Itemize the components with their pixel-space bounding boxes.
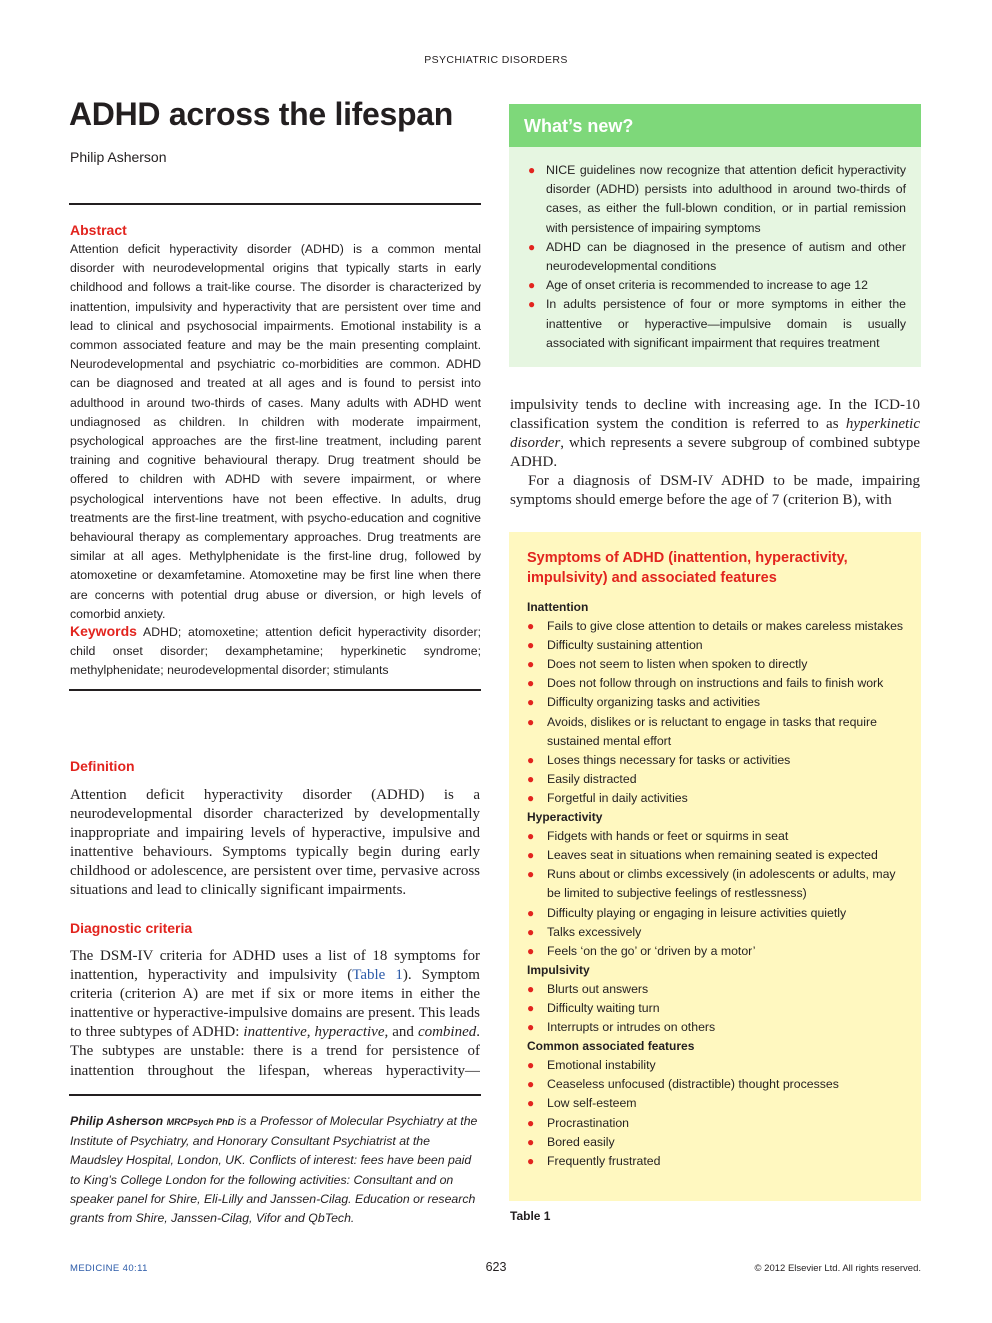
keywords-text: ADHD; atomoxetine; attention deficit hyperactivity disorder; child onset disorder; dexamphetamine; hyperkinetic syndrome; methylphenidate; neurodevelopmental disorder; stimulants <box>70 625 481 678</box>
list-item: ● In adults persistence of four or more symptoms in either the inattentive or hyperactive—impulsive domain is usually associated with significant impairment that requires treatment <box>528 297 906 350</box>
list-item: ● Feels ‘on the go’ or ‘driven by a motor’ <box>527 942 912 961</box>
bullet-icon: ● <box>527 943 535 958</box>
footer-journal: MEDICINE 40:11 <box>70 1263 148 1274</box>
diagnostic-heading: Diagnostic criteria <box>70 920 193 936</box>
definition-heading: Definition <box>70 758 135 774</box>
bullet-icon: ● <box>528 297 536 312</box>
divider <box>69 1094 481 1096</box>
bullet-icon: ● <box>527 676 535 691</box>
footer-page-number: 623 <box>485 1260 507 1274</box>
list-item: ● Procrastination <box>527 1114 912 1133</box>
keywords <box>70 622 481 681</box>
bullet-icon: ● <box>527 714 535 729</box>
article-author: Philip Asherson <box>70 149 167 165</box>
bio-credentials: MRCPsych PhD <box>166 1117 235 1127</box>
bullet-icon: ● <box>528 278 536 293</box>
bullet-icon: ● <box>527 790 535 805</box>
diagnostic-text-col2: impulsivity tends to decline with increasing age. In the ICD-10 classification system the condition is referred to as hyperkinetic disorder, which represents a severe subgroup of combined subtype ADHD. For a diagnosis of DSM-IV ADHD to be made, impairing symptoms should emerge before the age of 7 (criterion B), with <box>510 396 920 530</box>
table-1-title: Symptoms of ADHD (inattention, hyperactivity, impulsivity) and associated features <box>527 550 848 586</box>
category-heading: Hyperactivity <box>527 810 603 825</box>
list-item: ● Age of onset criteria is recommended to increase to age 12 <box>528 276 906 295</box>
list-item: ● Bored easily <box>527 1133 912 1152</box>
keywords-label: Keywords <box>70 623 137 639</box>
table-1-label: Table 1 <box>510 1209 551 1223</box>
table-1-content <box>527 598 912 1171</box>
table-1-link[interactable]: Table 1 <box>352 967 403 984</box>
category-heading: Common associated features <box>527 1039 695 1054</box>
bullet-icon: ● <box>527 867 535 882</box>
abstract-heading: Abstract <box>70 222 127 238</box>
list-item: ● Difficulty waiting turn <box>527 999 912 1018</box>
category-heading: Impulsivity <box>527 962 590 977</box>
list-item: ● Low self-esteem <box>527 1094 912 1113</box>
bullet-icon: ● <box>527 1000 535 1015</box>
list-item: ● Loses things necessary for tasks or activities <box>527 751 912 770</box>
list-item: ● Emotional instability <box>527 1056 912 1075</box>
list-item: ● Avoids, dislikes or is reluctant to engage in tasks that require sustained mental effort <box>527 714 877 748</box>
bullet-icon: ● <box>527 1134 535 1149</box>
list-item: ● Ceaseless unfocused (distractible) thought processes <box>527 1075 912 1094</box>
whats-new-list <box>528 161 906 353</box>
bullet-icon: ● <box>527 619 535 634</box>
author-bio <box>70 1112 481 1228</box>
bio-text: is a Professor of Molecular Psychiatry at the Institute of Psychiatry, and Honorary Consultant Psychiatrist at the Maudsley Hospital, London, UK. Conflicts of interest: fees have been paid to King’s College London for the following activities: Consultant and on speaker panel for Shire, Eli-Lilly and Janssen-Cilag. Education or research grants from Shire, Janssen-Cilag, Vifor and QbTech. <box>70 1114 478 1226</box>
list-item: ● Blurts out answers <box>527 980 912 999</box>
diagnostic-text-col1: The DSM-IV criteria for ADHD uses a list of 18 symptoms for inattention, hyperactivity and impulsivity (Table 1). Symptom criteria (criterion A) are met if six or more items in either the inattentive or hyperactive-impulsive domains are present. This leads to three subtypes of ADHD: inattentive, hyperactive, and combined. The subtypes are unstable: there is a trend for persistence of inattention throughout the lifespan, whereas hyperactivity— <box>70 948 480 1079</box>
list-item: ● Talks excessively <box>527 923 912 942</box>
bullet-icon: ● <box>527 848 535 863</box>
bullet-icon: ● <box>527 1096 535 1111</box>
bullet-icon: ● <box>527 638 535 653</box>
divider <box>69 689 481 691</box>
list-item: ● Frequently frustrated <box>527 1152 912 1171</box>
article-title: ADHD across the lifespan <box>69 96 454 132</box>
diagnostic-paragraph-2: For a diagnosis of DSM-IV ADHD to be made, impairing symptoms should emerge before the age of 7 (criterion B), with <box>510 473 920 509</box>
bullet-icon: ● <box>527 1020 535 1035</box>
abstract-text: Attention deficit hyperactivity disorder (ADHD) is a common mental disorder with neurodevelopmental origins that typically starts in early childhood and follows a trait-like course. The disorder is characterized by inattention, impulsivity and hyperactivity that are persistent over time and lead to clinical and psychosocial impairments. Emotional instability is a common associated feature and may be the main presenting complaint. Neurodevelopmental and psychiatric co-morbidities are common. ADHD can be diagnosed and treated at all ages and is found to persist into adulthood in around two-thirds of cases. Many adults with ADHD went undiagnosed as children. In children with moderate impairment, psychological approaches are the first-line treatment, including parent training and cognitive behavioural therapy. Drug treatment should be offered to children with ADHD with severe impairment, or where psychological interventions have not been effective. In adults, drug treatments are the first-line treatment, with psycho-education and cognitive behavioural therapy as complementary approaches. Drug treatments are similar at all ages. Methylphenidate is the first-line drug, followed by atomoxetine or dexamfetamine. Atomoxetine may be first line when there are concerns with potential drug abuse or diversion, or high levels of comorbid anxiety. <box>70 242 481 621</box>
bullet-icon: ● <box>527 905 535 920</box>
list-item: ● Forgetful in daily activities <box>527 789 912 808</box>
definition-text: Attention deficit hyperactivity disorder (ADHD) is a neurodevelopmental disorder characterized by developmentally inappropriate and impairing levels of hyperactive, impulsive and inattentive behaviours. Symptoms typically begin during early childhood or adolescence, are persistent over time, pervasive across situations and lead to clinically significant impairments. <box>70 787 480 899</box>
list-item: ● Difficulty organizing tasks and activities <box>527 693 912 712</box>
bullet-icon: ● <box>527 981 535 996</box>
bullet-icon: ● <box>527 829 535 844</box>
bullet-icon: ● <box>528 239 536 254</box>
bullet-icon: ● <box>527 924 535 939</box>
list-item: ● Easily distracted <box>527 770 912 789</box>
bullet-icon: ● <box>527 695 535 710</box>
list-item: ● Leaves seat in situations when remaining seated is expected <box>527 846 912 865</box>
bullet-icon: ● <box>527 1153 535 1168</box>
list-item: ● Fidgets with hands or feet or squirms in seat <box>527 827 912 846</box>
list-item: ● NICE guidelines now recognize that attention deficit hyperactivity disorder (ADHD) persists into adulthood in around two-thirds of cases, as either the full-blown condition, or in partial remission with persistence of impairing symptoms <box>528 163 906 235</box>
list-item: ● ADHD can be diagnosed in the presence of autism and other neurodevelopmental conditions <box>528 239 906 274</box>
bullet-icon: ● <box>527 657 535 672</box>
bullet-icon: ● <box>527 1115 535 1130</box>
category-heading: Inattention <box>527 600 589 614</box>
bullet-icon: ● <box>527 1058 535 1073</box>
list-item: ● Does not follow through on instructions and fails to finish work <box>527 674 912 693</box>
list-item: ● Fails to give close attention to details or makes careless mistakes <box>527 617 912 636</box>
list-item: ● Difficulty sustaining attention <box>527 636 912 655</box>
bullet-icon: ● <box>528 163 536 177</box>
bullet-icon: ● <box>527 752 535 767</box>
bio-name: Philip Asherson <box>70 1114 164 1128</box>
list-item: ● Difficulty playing or engaging in leisure activities quietly <box>527 904 912 923</box>
running-header: PSYCHIATRIC DISORDERS <box>424 54 568 66</box>
list-item: ● Interrupts or intrudes on others <box>527 1018 912 1037</box>
list-item: ● Does not seem to listen when spoken to directly <box>527 655 912 674</box>
list-item: ● Runs about or climbs excessively (in adolescents or adults, may be limited to subjective feelings of restlessness) <box>527 867 896 901</box>
whats-new-title: What’s new? <box>509 104 921 147</box>
bullet-icon: ● <box>527 1077 535 1092</box>
footer-copyright: © 2012 Elsevier Ltd. All rights reserved. <box>754 1263 921 1274</box>
divider <box>69 203 481 205</box>
bullet-icon: ● <box>527 771 535 786</box>
